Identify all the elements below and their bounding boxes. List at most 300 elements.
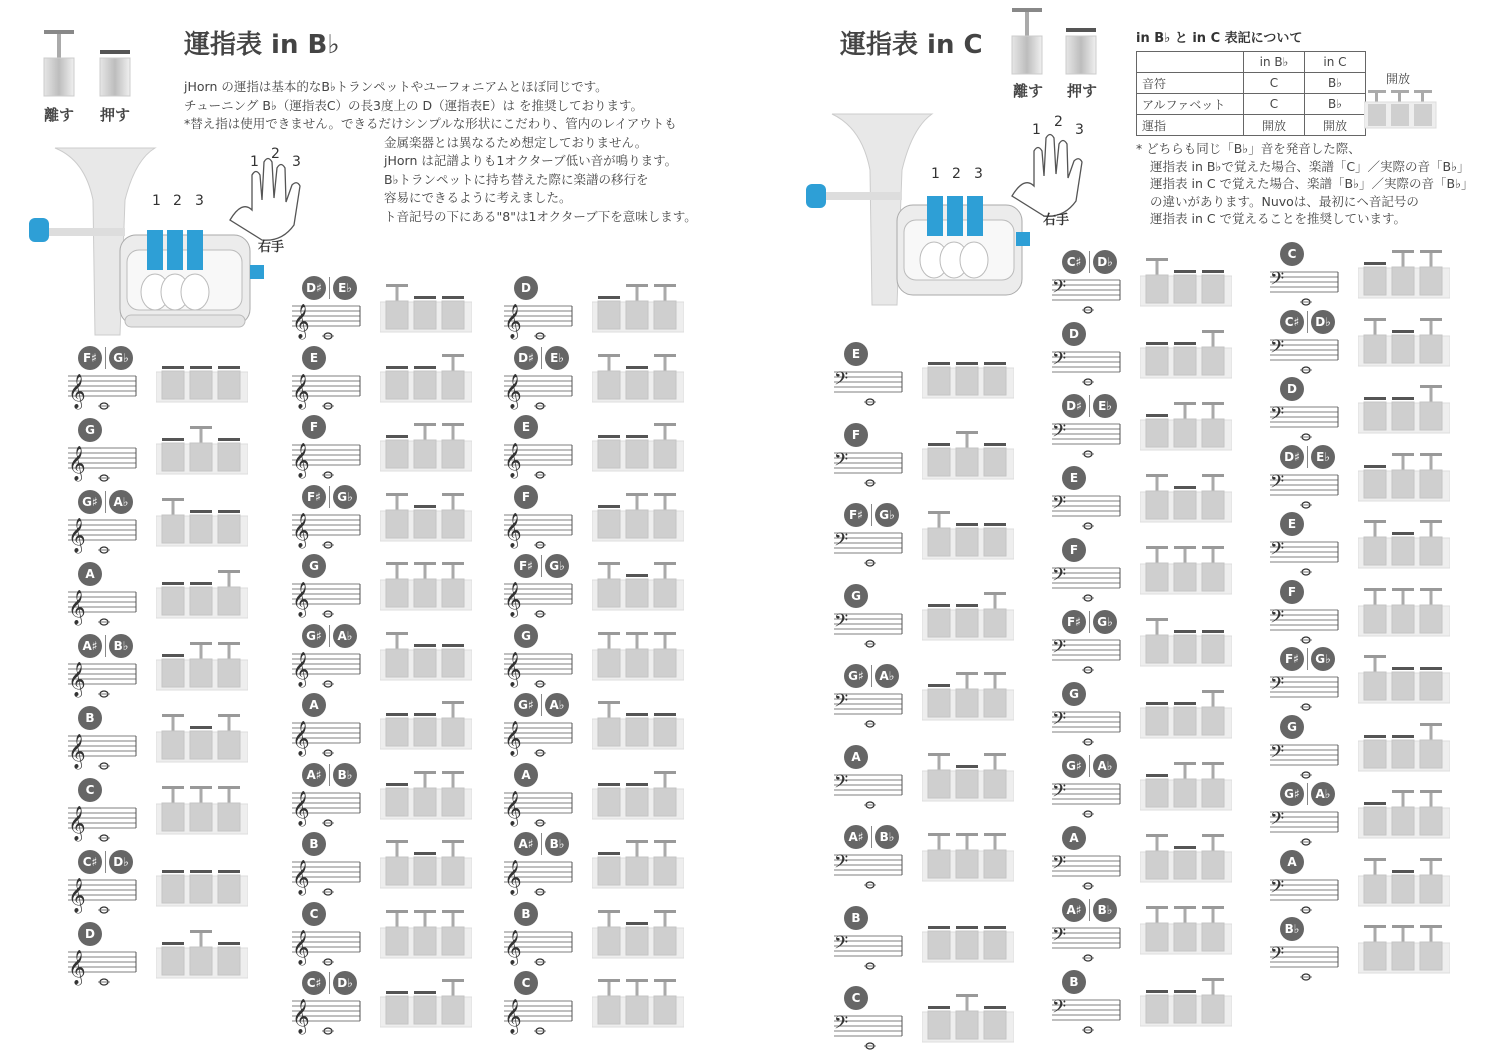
svg-text:𝄢: 𝄢: [1270, 539, 1285, 564]
note-badges: [844, 584, 868, 608]
treble-staff-icon: [288, 437, 362, 483]
press-label: 押す: [99, 106, 130, 124]
note-name-badge: B: [844, 906, 868, 930]
note-name-badge: D♯: [1062, 394, 1086, 418]
note-name-badge: F♯: [78, 346, 102, 370]
treble-staff-icon: [64, 584, 138, 630]
note-badges: [302, 971, 357, 995]
note-badges: [1062, 898, 1117, 922]
fingering-entry: [64, 778, 284, 846]
fingering-entry: [1266, 647, 1486, 715]
note-name-badge: F: [1280, 580, 1304, 604]
note-name-badge: A♭: [109, 490, 133, 514]
note-name-badge: D♭: [333, 971, 357, 995]
note-name-badge: G: [514, 624, 538, 648]
note-name-badge: E: [302, 346, 326, 370]
fingering-entry: [1266, 512, 1486, 580]
note-line: * どちらも同じ「B♭」音を発音した際、: [1136, 141, 1361, 156]
note-badges: [302, 485, 357, 509]
note-badges: [844, 423, 868, 447]
fingering-entry: [64, 418, 284, 486]
svg-text:𝄞: 𝄞: [68, 878, 86, 913]
note-badges: [302, 346, 326, 370]
fingering-entry: [1048, 754, 1268, 822]
svg-text:𝄞: 𝄞: [68, 590, 86, 625]
table-cell: アルファベット: [1137, 94, 1244, 115]
badge-separator: [1307, 783, 1308, 805]
note-name-badge: G: [1062, 682, 1086, 706]
valve-fingering-icon: [922, 350, 1014, 400]
note-badges: [78, 562, 102, 586]
treble-staff-icon: [64, 656, 138, 702]
note-name-badge: A♭: [1093, 754, 1117, 778]
badge-separator: [329, 277, 330, 299]
note-badges: [302, 902, 326, 926]
desc-line: *替え指は使用できません。できるだけシンプルな形状にこだわり、管内のレイアウトも: [184, 116, 677, 131]
treble-staff-icon: [288, 507, 362, 553]
svg-text:𝄞: 𝄞: [68, 446, 86, 481]
treble-staff-icon: [64, 800, 138, 846]
note-badges: [78, 850, 133, 874]
svg-text:𝄞: 𝄞: [504, 512, 522, 548]
valve-number-3: 3: [195, 193, 204, 209]
svg-text:𝄞: 𝄞: [292, 790, 310, 826]
svg-text:𝄞: 𝄞: [292, 304, 310, 339]
note-badges: [78, 706, 102, 730]
bass-staff-icon: [1048, 272, 1122, 318]
svg-text:𝄢: 𝄢: [1270, 741, 1285, 767]
fingering-entry: [1266, 377, 1486, 445]
valve-fingering-icon: [592, 979, 684, 1029]
svg-text:𝄞: 𝄞: [292, 651, 310, 687]
note-badges: [78, 634, 133, 658]
note-name-badge: G♭: [109, 346, 133, 370]
fingering-entry: [288, 415, 508, 483]
fingering-entry: [830, 664, 1050, 732]
note-name-badge: B: [302, 832, 326, 856]
valve-fingering-icon: [380, 493, 472, 543]
fingering-entry: [830, 986, 1050, 1054]
note-name-badge: G♯: [1062, 754, 1086, 778]
note-badges: [1280, 445, 1335, 469]
valve-fingering-icon: [922, 833, 1014, 883]
svg-text:𝄢: 𝄢: [1270, 336, 1285, 362]
valve-number-2: 2: [952, 166, 961, 182]
note-name-badge: G♯: [1280, 782, 1304, 806]
badge-separator: [329, 486, 330, 508]
note-badges: [844, 745, 868, 769]
valve-fingering-icon: [922, 672, 1014, 722]
note-badges: [1062, 754, 1117, 778]
table-cell: B♭: [1305, 94, 1366, 115]
svg-text:𝄢: 𝄢: [1052, 853, 1067, 878]
bass-staff-icon: [1048, 632, 1122, 678]
valve-fingering-icon: [1140, 474, 1232, 524]
treble-staff-icon: [288, 785, 362, 831]
valve-fingering-icon: [1358, 318, 1450, 368]
valve-fingering-icon: [1358, 588, 1450, 638]
note-badges: [1280, 242, 1304, 266]
note-line: 運指表 in B♭で覚えた場合、楽譜「C」／実際の音「B♭」: [1150, 158, 1470, 174]
treble-staff-icon: [288, 993, 362, 1039]
jhorn-instrument-illustration: [802, 110, 1032, 310]
badge-separator: [541, 694, 542, 716]
fingering-entry: [1266, 445, 1486, 513]
svg-text:𝄞: 𝄞: [504, 860, 522, 895]
svg-text:𝄢: 𝄢: [1052, 565, 1067, 590]
bass-staff-icon: [1266, 669, 1340, 715]
release-label: 離す: [1012, 82, 1043, 100]
valve-fingering-icon: [1140, 762, 1232, 812]
fingering-entry: [500, 276, 720, 344]
treble-staff-icon: [500, 507, 574, 553]
fingering-entry: [1048, 826, 1268, 894]
badge-separator: [329, 764, 330, 786]
svg-text:𝄢: 𝄢: [1270, 876, 1285, 902]
note-badges: [1280, 715, 1304, 739]
treble-staff-icon: [64, 728, 138, 774]
treble-staff-icon: [64, 512, 138, 558]
bass-staff-icon: [1266, 602, 1340, 648]
note-name-badge: E: [514, 415, 538, 439]
right-hand-icon: [222, 150, 322, 245]
valve-fingering-icon: [1358, 453, 1450, 503]
badge-separator: [541, 347, 542, 369]
note-badges: [302, 624, 357, 648]
note-name-badge: E♭: [1311, 445, 1335, 469]
note-name-badge: G: [78, 418, 102, 442]
valve-fingering-icon: [1140, 258, 1232, 308]
treble-staff-icon: [500, 785, 574, 831]
note-name-badge: E: [1280, 512, 1304, 536]
badge-separator: [1089, 251, 1090, 273]
bass-staff-icon: [1048, 848, 1122, 894]
treble-staff-icon: [288, 854, 362, 900]
badge-separator: [1089, 611, 1090, 633]
note-name-badge: D♭: [109, 850, 133, 874]
finger-number-1: 1: [250, 154, 259, 170]
note-name-badge: C: [514, 971, 538, 995]
svg-text:𝄞: 𝄞: [292, 929, 310, 965]
valve-fingering-icon: [156, 930, 248, 980]
valve-fingering-icon: [380, 354, 472, 404]
note-name-badge: E♭: [545, 346, 569, 370]
note-badges: [302, 276, 357, 300]
note-badges: [1062, 322, 1086, 346]
note-badges: [302, 763, 357, 787]
note-badges: [1280, 917, 1304, 941]
badge-separator: [871, 826, 872, 848]
svg-text:𝄢: 𝄢: [1270, 404, 1285, 429]
note-name-badge: F: [514, 485, 538, 509]
note-badges: [514, 763, 538, 787]
valve-fingering-icon: [1358, 655, 1450, 705]
desc-line: 容易にできるように考えました。: [384, 190, 572, 205]
note-name-badge: D: [78, 922, 102, 946]
svg-text:𝄢: 𝄢: [1052, 349, 1067, 374]
fingering-entry: [1266, 310, 1486, 378]
svg-text:𝄞: 𝄞: [292, 721, 310, 756]
note-name-badge: F♯: [302, 485, 326, 509]
svg-text:𝄢: 𝄢: [1270, 674, 1285, 699]
note-name-badge: C: [302, 902, 326, 926]
fingering-entry: [1266, 715, 1486, 783]
finger-number-1: 1: [1032, 122, 1041, 138]
treble-staff-icon: [64, 440, 138, 486]
right-notes: [1136, 140, 1474, 228]
svg-text:𝄞: 𝄞: [68, 662, 86, 697]
note-name-badge: G♭: [875, 503, 899, 527]
press-label: 押す: [1066, 82, 1097, 100]
table-cell: 開放: [1305, 115, 1366, 136]
svg-text:𝄞: 𝄞: [504, 651, 522, 687]
valve-fingering-icon: [380, 284, 472, 334]
treble-staff-icon: [288, 715, 362, 761]
fingering-entry: [830, 342, 1050, 410]
fingering-entry: [288, 624, 508, 692]
valve-fingering-icon: [380, 562, 472, 612]
note-badges: [514, 346, 569, 370]
desc-line: jHorn の運指は基本的なB♭トランペットやユーフォニアムとほぼ同じです。: [184, 79, 608, 94]
table-cell: C: [1244, 94, 1305, 115]
svg-text:𝄢: 𝄢: [834, 771, 849, 797]
bass-staff-icon: [1266, 399, 1340, 445]
fingering-entry: [288, 485, 508, 553]
note-badges: [514, 485, 538, 509]
svg-text:𝄢: 𝄢: [834, 1013, 849, 1038]
note-name-badge: A: [302, 693, 326, 717]
badge-separator: [105, 347, 106, 369]
valve-fingering-icon: [380, 701, 472, 751]
bass-staff-icon: [830, 606, 904, 652]
valve-fingering-icon: [592, 354, 684, 404]
svg-text:𝄢: 𝄢: [1270, 269, 1285, 294]
bass-staff-icon: [830, 364, 904, 410]
note-badges: [844, 825, 899, 849]
badge-separator: [105, 635, 106, 657]
note-name-badge: D: [514, 276, 538, 300]
badge-separator: [105, 851, 106, 873]
valve-fingering-icon: [156, 570, 248, 620]
svg-text:𝄞: 𝄞: [292, 999, 310, 1034]
note-name-badge: B♭: [875, 825, 899, 849]
svg-text:𝄢: 𝄢: [834, 852, 849, 877]
note-badges: [1062, 610, 1117, 634]
valve-fingering-icon: [1358, 385, 1450, 435]
valve-fingering-icon: [156, 426, 248, 476]
valve-number-2: 2: [173, 193, 182, 209]
note-name-badge: A: [844, 745, 868, 769]
valve-fingering-icon: [592, 284, 684, 334]
valve-fingering-icon: [922, 431, 1014, 481]
note-name-badge: D♭: [1093, 250, 1117, 274]
valve-fingering-icon: [156, 858, 248, 908]
badge-separator: [1089, 395, 1090, 417]
valve-fingering-icon: [592, 632, 684, 682]
table-row: [1137, 73, 1366, 94]
note-name-badge: G♯: [844, 664, 868, 688]
note-name-badge: D♯: [514, 346, 538, 370]
svg-text:𝄞: 𝄞: [504, 443, 522, 478]
fingering-entry: [830, 584, 1050, 652]
note-badges: [1062, 466, 1086, 490]
note-name-badge: F: [1062, 538, 1086, 562]
note-name-badge: A♭: [875, 664, 899, 688]
valve-fingering-icon: [592, 910, 684, 960]
press-key-icon: [100, 50, 130, 96]
badge-separator: [871, 665, 872, 687]
svg-text:𝄞: 𝄞: [504, 373, 522, 409]
valve-fingering-icon: [922, 914, 1014, 964]
note-badges: [1062, 538, 1086, 562]
valve-fingering-icon: [1140, 546, 1232, 596]
note-badges: [844, 664, 899, 688]
note-name-badge: G♯: [302, 624, 326, 648]
note-name-badge: F: [844, 423, 868, 447]
svg-text:𝄢: 𝄢: [1270, 944, 1285, 969]
note-name-badge: G: [844, 584, 868, 608]
note-name-badge: A♯: [78, 634, 102, 658]
svg-text:𝄢: 𝄢: [834, 691, 849, 716]
note-name-badge: A♯: [514, 832, 538, 856]
note-badges: [78, 418, 102, 442]
note-badges: [844, 342, 868, 366]
comparison-table: [1136, 51, 1366, 136]
release-label: 離す: [43, 106, 74, 124]
valve-fingering-icon: [1358, 723, 1450, 773]
svg-text:𝄞: 𝄞: [292, 373, 310, 409]
note-name-badge: C♯: [302, 971, 326, 995]
valve-fingering-icon: [592, 840, 684, 890]
badge-separator: [871, 504, 872, 526]
treble-staff-icon: [288, 646, 362, 692]
note-name-badge: E♭: [1093, 394, 1117, 418]
note-badges: [302, 554, 326, 578]
treble-staff-icon: [288, 298, 362, 344]
fingering-entry: [64, 922, 284, 990]
svg-text:𝄢: 𝄢: [1052, 277, 1067, 302]
note-badges: [302, 693, 326, 717]
svg-text:𝄢: 𝄢: [1052, 493, 1067, 518]
treble-staff-icon: [500, 715, 574, 761]
svg-text:𝄢: 𝄢: [1270, 809, 1285, 834]
note-badges: [514, 971, 538, 995]
note-badges: [514, 693, 569, 717]
fingering-entry: [500, 624, 720, 692]
bass-staff-icon: [1048, 776, 1122, 822]
note-name-badge: D: [1280, 377, 1304, 401]
svg-text:𝄞: 𝄞: [504, 790, 522, 826]
left-page-title: 運指表 in B♭: [184, 30, 340, 60]
table-cell: C: [1244, 73, 1305, 94]
table-header: in B♭: [1244, 52, 1305, 73]
valve-fingering-icon: [156, 498, 248, 548]
svg-text:𝄢: 𝄢: [1052, 637, 1067, 662]
bass-staff-icon: [1266, 332, 1340, 378]
note-name-badge: G♯: [78, 490, 102, 514]
note-name-badge: B♭: [333, 763, 357, 787]
note-name-badge: D♯: [302, 276, 326, 300]
note-badges: [514, 554, 569, 578]
fingering-entry: [288, 554, 508, 622]
treble-staff-icon: [64, 944, 138, 990]
svg-text:𝄢: 𝄢: [1270, 606, 1285, 632]
bass-staff-icon: [1266, 534, 1340, 580]
left-legend-keys: [40, 30, 140, 100]
svg-text:𝄞: 𝄞: [68, 734, 86, 769]
bass-staff-icon: [1266, 737, 1340, 783]
note-name-badge: G♭: [333, 485, 357, 509]
bass-staff-icon: [830, 928, 904, 974]
finger-number-2: 2: [1054, 114, 1063, 130]
note-name-badge: G♭: [1093, 610, 1117, 634]
table-row: [1137, 115, 1366, 136]
fingering-entry: [500, 346, 720, 414]
treble-staff-icon: [288, 576, 362, 622]
svg-text:𝄞: 𝄞: [292, 512, 310, 548]
note-badges: [514, 902, 538, 926]
valve-fingering-icon: [380, 771, 472, 821]
note-badges: [1280, 310, 1335, 334]
note-badges: [302, 832, 326, 856]
table-row: [1137, 94, 1366, 115]
note-name-badge: B♭: [1093, 898, 1117, 922]
press-key-icon: [1066, 28, 1096, 74]
valve-fingering-icon: [380, 979, 472, 1029]
finger-number-3: 3: [292, 154, 301, 170]
note-badges: [78, 346, 133, 370]
table-cell: 開放: [1244, 115, 1305, 136]
svg-text:𝄢: 𝄢: [1052, 925, 1067, 950]
fingering-entry: [64, 346, 284, 414]
note-name-badge: E♭: [333, 276, 357, 300]
release-key-icon: [1012, 8, 1042, 74]
note-name-badge: B♭: [1280, 917, 1304, 941]
badge-separator: [1089, 899, 1090, 921]
valve-number-3: 3: [974, 166, 983, 182]
valve-fingering-icon: [156, 354, 248, 404]
fingering-entry: [1048, 898, 1268, 966]
note-name-badge: G♭: [1311, 647, 1335, 671]
valve-fingering-icon: [592, 423, 684, 473]
svg-text:𝄞: 𝄞: [504, 304, 522, 339]
treble-staff-icon: [288, 924, 362, 970]
note-name-badge: D: [1062, 322, 1086, 346]
note-badges: [1280, 377, 1304, 401]
valve-fingering-icon: [1140, 330, 1232, 380]
release-key-icon: [44, 30, 74, 96]
valve-fingering-icon: [592, 771, 684, 821]
badge-separator: [1307, 311, 1308, 333]
treble-staff-icon: [500, 437, 574, 483]
fingering-entry: [64, 706, 284, 774]
valve-fingering-icon: [922, 592, 1014, 642]
svg-text:𝄢: 𝄢: [1052, 421, 1067, 446]
bass-staff-icon: [1266, 467, 1340, 513]
bass-staff-icon: [1048, 992, 1122, 1038]
desc-line: jHorn は記譜よりも1オクターブ低い音が鳴ります。: [384, 153, 678, 168]
table-cell: B♭: [1305, 73, 1366, 94]
note-badges: [1280, 512, 1304, 536]
treble-staff-icon: [288, 368, 362, 414]
valve-fingering-icon: [380, 423, 472, 473]
bass-staff-icon: [830, 847, 904, 893]
note-name-badge: D♭: [1311, 310, 1335, 334]
fingering-entry: [288, 346, 508, 414]
note-badges: [1062, 970, 1086, 994]
note-badges: [1062, 826, 1086, 850]
svg-text:𝄞: 𝄞: [292, 860, 310, 895]
